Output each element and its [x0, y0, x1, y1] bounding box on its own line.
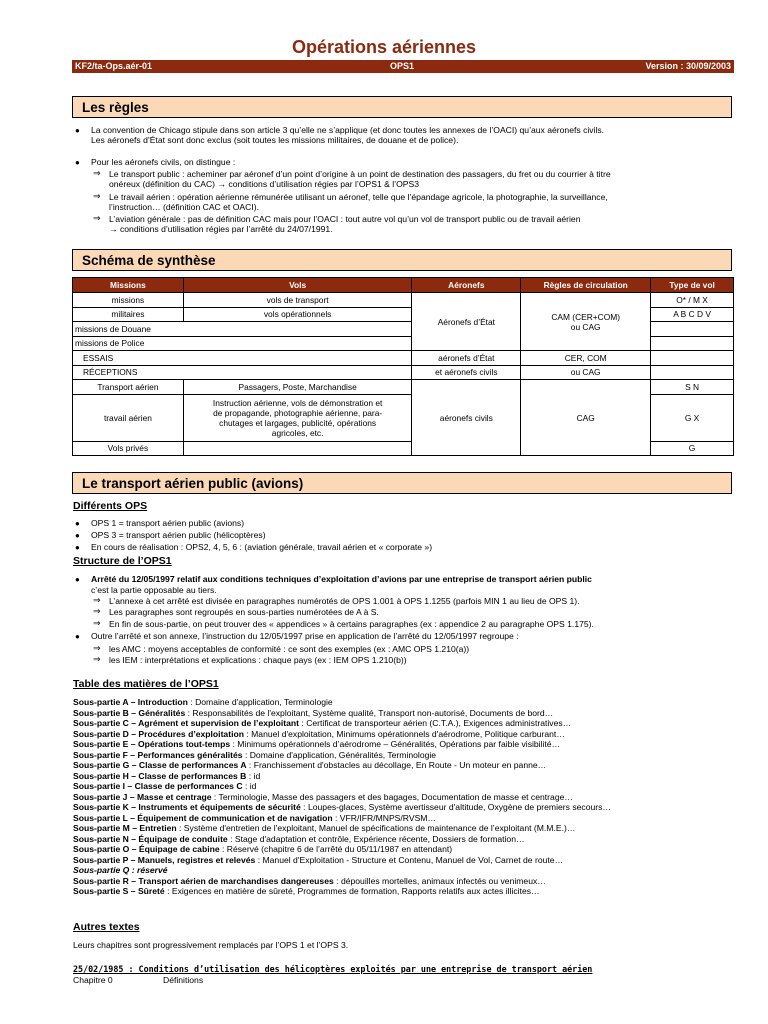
- toc-item-value: : Manuel d'exploitation, Minimums opérationnels d'aérodrome, Politique carburant…: [243, 728, 565, 739]
- toc-item: [73, 855, 563, 865]
- decree-title: 25/02/1985 : Conditions d’utilisation des hélicoptères exploités par une entreprise de transport aérien: [73, 964, 593, 974]
- list-item: Les paragraphes sont regroupés en sous-parties numérotées de A à S.: [109, 607, 379, 617]
- toc-item-value: : Exigences en matière de sûreté, Programmes de formation, Rapports relatifs aux actes illicites…: [164, 886, 540, 896]
- column-header: Missions: [73, 278, 184, 293]
- section-heading-transport: Le transport aérien public (avions): [72, 472, 732, 494]
- toc-item: [73, 823, 575, 833]
- table-cell: CAG: [521, 380, 651, 456]
- toc-item-key: Sous-partie D – Procédures d’exploitation: [73, 728, 244, 739]
- toc-item-key: Sous-partie H – Classe de performances B: [73, 770, 247, 781]
- list-item: Le travail aérien : opération aérienne rémunérée utilisant un aéronef, telle que l’épandage agricole, la photographie, la surveillance,: [109, 192, 608, 202]
- list-item: En fin de sous-partie, on peut trouver des « appendices » à certains paragraphes (ex : appendice 2 au paragraphe OPS 1.175).: [109, 619, 594, 629]
- toc-item-value: : réservé: [129, 865, 168, 875]
- list-item: Le transport public : acheminer par aéronef d’un point d’origine à un point de destination des passagers, du fret ou du courrier à titre: [109, 169, 611, 179]
- toc-item: [73, 718, 571, 728]
- subheading-ops: Différents OPS: [73, 500, 148, 512]
- column-header: Vols: [183, 278, 412, 293]
- toc-item-key: Sous-partie A – Introduction: [73, 697, 188, 707]
- table-cell: missions: [73, 293, 184, 308]
- toc-item: [73, 750, 436, 760]
- toc-item-key: Sous-partie N – Équipage de conduite: [73, 833, 228, 844]
- toc-item-key: Sous-partie S – Sûreté: [73, 886, 165, 896]
- toc-item-key: Sous-partie B – Généralités: [73, 707, 186, 718]
- bullet-icon: ●: [75, 158, 80, 167]
- toc-item-value: : Terminologie, Masse des passagers et des bagages, Documentation de masse et centrage…: [211, 791, 573, 802]
- section-heading-regles: Les règles: [72, 96, 732, 118]
- bullet-icon: ●: [75, 632, 80, 641]
- chapter-title: Définitions: [163, 975, 204, 985]
- toc-item-value: : Franchissement d'obstacles au décollage, En Route - Un moteur en panne…: [246, 760, 547, 770]
- table-cell: travail aérien: [73, 394, 184, 441]
- toc-item-key: Sous-partie E – Opérations tout-temps: [73, 739, 231, 749]
- bullet-icon: ●: [75, 519, 80, 528]
- table-cell: aéronefs d’État: [412, 351, 521, 366]
- toc-item-key: Sous-partie K – Instruments et équipements de sécurité: [73, 802, 301, 812]
- table-cell: RÉCEPTIONS: [73, 365, 412, 380]
- toc-item: [73, 729, 565, 739]
- table-cell-text: chutages et largages, publicité, opérations: [219, 417, 377, 428]
- table-cell: vols opérationnels: [183, 307, 412, 322]
- arrow-icon: ⇒: [93, 643, 101, 653]
- doc-reference: KF2/ta-Ops.aér-01: [75, 61, 153, 71]
- toc-item: [73, 844, 452, 854]
- list-item: onéreux (définition du CAC) → conditions d’utilisation régies par l’OPS1 & l’OPS3: [109, 179, 420, 189]
- table-cell: [651, 351, 734, 366]
- arrow-icon: ⇒: [93, 654, 101, 664]
- toc-item: [73, 771, 260, 781]
- paragraph-text: Leurs chapitres sont progressivement remplacés par l’OPS 1 et l’OPS 3.: [73, 940, 349, 950]
- table-cell: et aéronefs civils: [412, 365, 521, 380]
- doc-version: Version : 30/09/2003: [645, 61, 731, 71]
- toc-item-value: : Minimums opérationnels d’aérodrome – Généralités, Opérations par faible visibilité…: [230, 739, 561, 749]
- list-item: → conditions d’utilisation régies par l’arrêté du 24/07/1991.: [109, 224, 333, 234]
- section-heading-schema: Schéma de synthèse: [72, 249, 732, 271]
- list-item: OPS 3 = transport aérien public (hélicoptères): [91, 530, 266, 540]
- bullet-icon: ●: [75, 126, 80, 135]
- list-item: L’aviation générale : pas de définition CAC mais pour l’OACI : tout autre vol qu’un vol de transport public ou de travail aérien: [109, 214, 581, 224]
- synthesis-table: [72, 277, 734, 456]
- table-cell: G X: [651, 394, 734, 441]
- arrow-icon: ⇒: [93, 191, 101, 201]
- toc-item-value: : Certificat de transporteur aérien (C.T.A.), Exigences administratives…: [299, 718, 572, 728]
- toc-item-key: Sous-partie P – Manuels, registres et relevés: [73, 854, 256, 865]
- list-item: OPS 1 = transport aérien public (avions): [91, 518, 245, 528]
- toc-item: [73, 865, 168, 875]
- toc-item-value: : Réservé (chapitre 6 de l’arrêté du 05/11/1987 en attendant): [219, 844, 453, 854]
- toc-item: [73, 813, 436, 823]
- toc-item-value: : id: [242, 781, 257, 791]
- arrow-icon: ⇒: [93, 595, 101, 605]
- table-cell: missions de Douane: [73, 322, 412, 337]
- toc-item: [73, 739, 560, 749]
- bullet-icon: ●: [75, 531, 80, 540]
- column-header: Aéronefs: [412, 278, 521, 293]
- table-cell: missions de Police: [73, 336, 412, 351]
- table-cell: O* / M X: [651, 293, 734, 308]
- table-cell: vols de transport: [183, 293, 412, 308]
- table-cell: [521, 293, 651, 351]
- toc-item-key: Sous-partie M – Entretien: [73, 823, 177, 833]
- toc-item: [73, 760, 546, 770]
- table-cell: aéronefs civils: [412, 380, 521, 456]
- table-cell: [651, 322, 734, 337]
- toc-item-value: : VFR/IFR/MNPS/RVSM…: [332, 812, 437, 823]
- toc-item-value: : dépouilles mortelles, animaux infectés ou venimeux…: [333, 875, 546, 886]
- table-cell: G: [651, 441, 734, 456]
- table-cell: Passagers, Poste, Marchandise: [183, 380, 412, 395]
- list-item: L’annexe à cet arrêté est divisée en paragraphes numérotés de OPS 1.001 à OPS 1.1255 (parfois MIN 1 au lieu de OPS 1).: [109, 596, 580, 606]
- column-header: Type de vol: [651, 278, 734, 293]
- toc-item-key: Sous-partie R – Transport aérien de marchandises dangereuses: [73, 875, 334, 886]
- toc-item-value: : Manuel d'Exploitation - Structure et Contenu, Manuel de Vol, Carnet de route…: [255, 854, 564, 865]
- table-cell: [651, 336, 734, 351]
- table-cell-text: Instruction aérienne, vols de démonstration et: [212, 397, 383, 408]
- toc-item-key: Sous-partie C – Agrément et supervision de l’exploitant: [73, 718, 300, 728]
- table-cell: militaires: [73, 307, 184, 322]
- table-header-row: [73, 278, 734, 293]
- list-item: En cours de réalisation : OPS2, 4, 5, 6 : (aviation générale, travail aérien et « corporate »): [91, 542, 433, 552]
- arrow-icon: ⇒: [93, 168, 101, 178]
- toc-item-value: : Domaine d'application, Terminologie: [187, 697, 333, 707]
- toc-item-value: : Loupes-glaces, Système avertisseur d'altitude, Oxygène de premiers secours…: [300, 802, 612, 812]
- arrow-icon: ⇒: [93, 618, 101, 628]
- toc-item-value: : Système d'entretien de l'exploitant, Manuel de spécifications de maintenance de l’exploitant (M.M.E.)…: [176, 823, 576, 833]
- table-cell: Aéronefs d’État: [412, 293, 521, 351]
- table-cell-text: CAM (CER+COM) ou CAG: [551, 311, 620, 332]
- table-cell-text: de propagande, photographie aérienne, para-: [213, 407, 383, 418]
- arrow-icon: ⇒: [93, 606, 101, 616]
- list-item: l’instruction… (définition CAC et OACI).: [109, 202, 259, 212]
- arrow-icon: ⇒: [93, 213, 101, 223]
- list-item: c’est la partie opposable au tiers.: [91, 585, 217, 595]
- list-item: les AMC : moyens acceptables de conformité : ce sont des exemples (ex : AMC OPS 1.210(a)): [109, 644, 470, 654]
- table-cell: [651, 365, 734, 380]
- bullet-icon: ●: [75, 575, 80, 584]
- toc-item-value: : Domaine d'application, Généralités, Terminologie: [242, 749, 437, 760]
- table-cell: ou CAG: [521, 365, 651, 380]
- toc-item: [73, 834, 525, 844]
- toc-item: [73, 781, 256, 791]
- table-cell: Transport aérien: [73, 380, 184, 395]
- toc-item: [73, 697, 333, 707]
- toc-item-key: Sous-partie Q: [73, 865, 130, 875]
- toc-item-key: Sous-partie J – Masse et centrage: [73, 791, 212, 802]
- toc-item-key: Sous-partie O – Équipage de cabine: [73, 844, 220, 854]
- bullet-icon: ●: [75, 543, 80, 552]
- table-cell: [183, 441, 412, 456]
- table-row: [73, 351, 734, 366]
- toc-item-key: Sous-partie F – Performances généralités: [73, 749, 243, 760]
- column-header: Règles de circulation: [521, 278, 651, 293]
- toc-item-key: Sous-partie L – Équipement de communication et de navigation: [73, 812, 333, 823]
- chapter-number: Chapitre 0: [73, 975, 113, 985]
- paragraph-text: La convention de Chicago stipule dans son article 3 qu’elle ne s’applique (et donc toutes les annexes de l’OACI) qu’aux aéronefs civils.: [91, 125, 605, 135]
- subheading-toc: Table des matières de l’OPS1: [73, 678, 219, 690]
- header-bar: [72, 60, 734, 73]
- table-row: [73, 365, 734, 380]
- table-cell: CER, COM: [521, 351, 651, 366]
- subheading-other: Autres textes: [73, 921, 140, 933]
- list-item: Outre l’arrêté et son annexe, l’instruction du 12/05/1997 prise en application de l’arrêté du 12/05/1997 regroupe :: [91, 631, 519, 641]
- toc-item-value: : id: [246, 770, 261, 781]
- table-cell: S N: [651, 380, 734, 395]
- list-item: Arrêté du 12/05/1997 relatif aux conditions techniques d’exploitation d’avions par une entreprise de transport aérien public: [91, 574, 592, 584]
- toc-item: [73, 792, 573, 802]
- table-cell: A B C D V: [651, 307, 734, 322]
- toc-item-value: : Responsabilités de l'exploitant, Système qualité, Transport non-autorisé, Documents de bord…: [185, 707, 554, 718]
- table-row: [73, 293, 734, 308]
- subheading-structure: Structure de l’OPS1: [73, 555, 172, 567]
- table-cell: [183, 394, 412, 441]
- table-cell-text: agricoles, etc.: [271, 427, 324, 438]
- table-row: [73, 380, 734, 395]
- page-title: Opérations aériennes: [291, 37, 477, 57]
- table-cell: ESSAIS: [73, 351, 412, 366]
- toc-item-key: Sous-partie G – Classe de performances A: [73, 760, 247, 770]
- paragraph-text: Pour les aéronefs civils, on distingue :: [91, 157, 236, 167]
- toc-item: [73, 802, 611, 812]
- list-item: les IEM : interprétations et explications : chaque pays (ex : IEM OPS 1.210(b)): [109, 655, 407, 665]
- paragraph-text: Les aéronefs d’État sont donc exclus (soit toutes les missions militaires, de douane et de police).: [91, 135, 459, 145]
- toc-item-value: : Stage d'adaptation et contrôle, Expérience récente, Dossiers de formation…: [227, 833, 525, 844]
- toc-item: [73, 708, 553, 718]
- table-cell: Vols privés: [73, 441, 184, 456]
- toc-item: [73, 886, 540, 896]
- toc-item-key: Sous-partie I – Classe de performances C: [73, 781, 243, 791]
- toc-item: [73, 876, 546, 886]
- doc-section: OPS1: [390, 61, 415, 71]
